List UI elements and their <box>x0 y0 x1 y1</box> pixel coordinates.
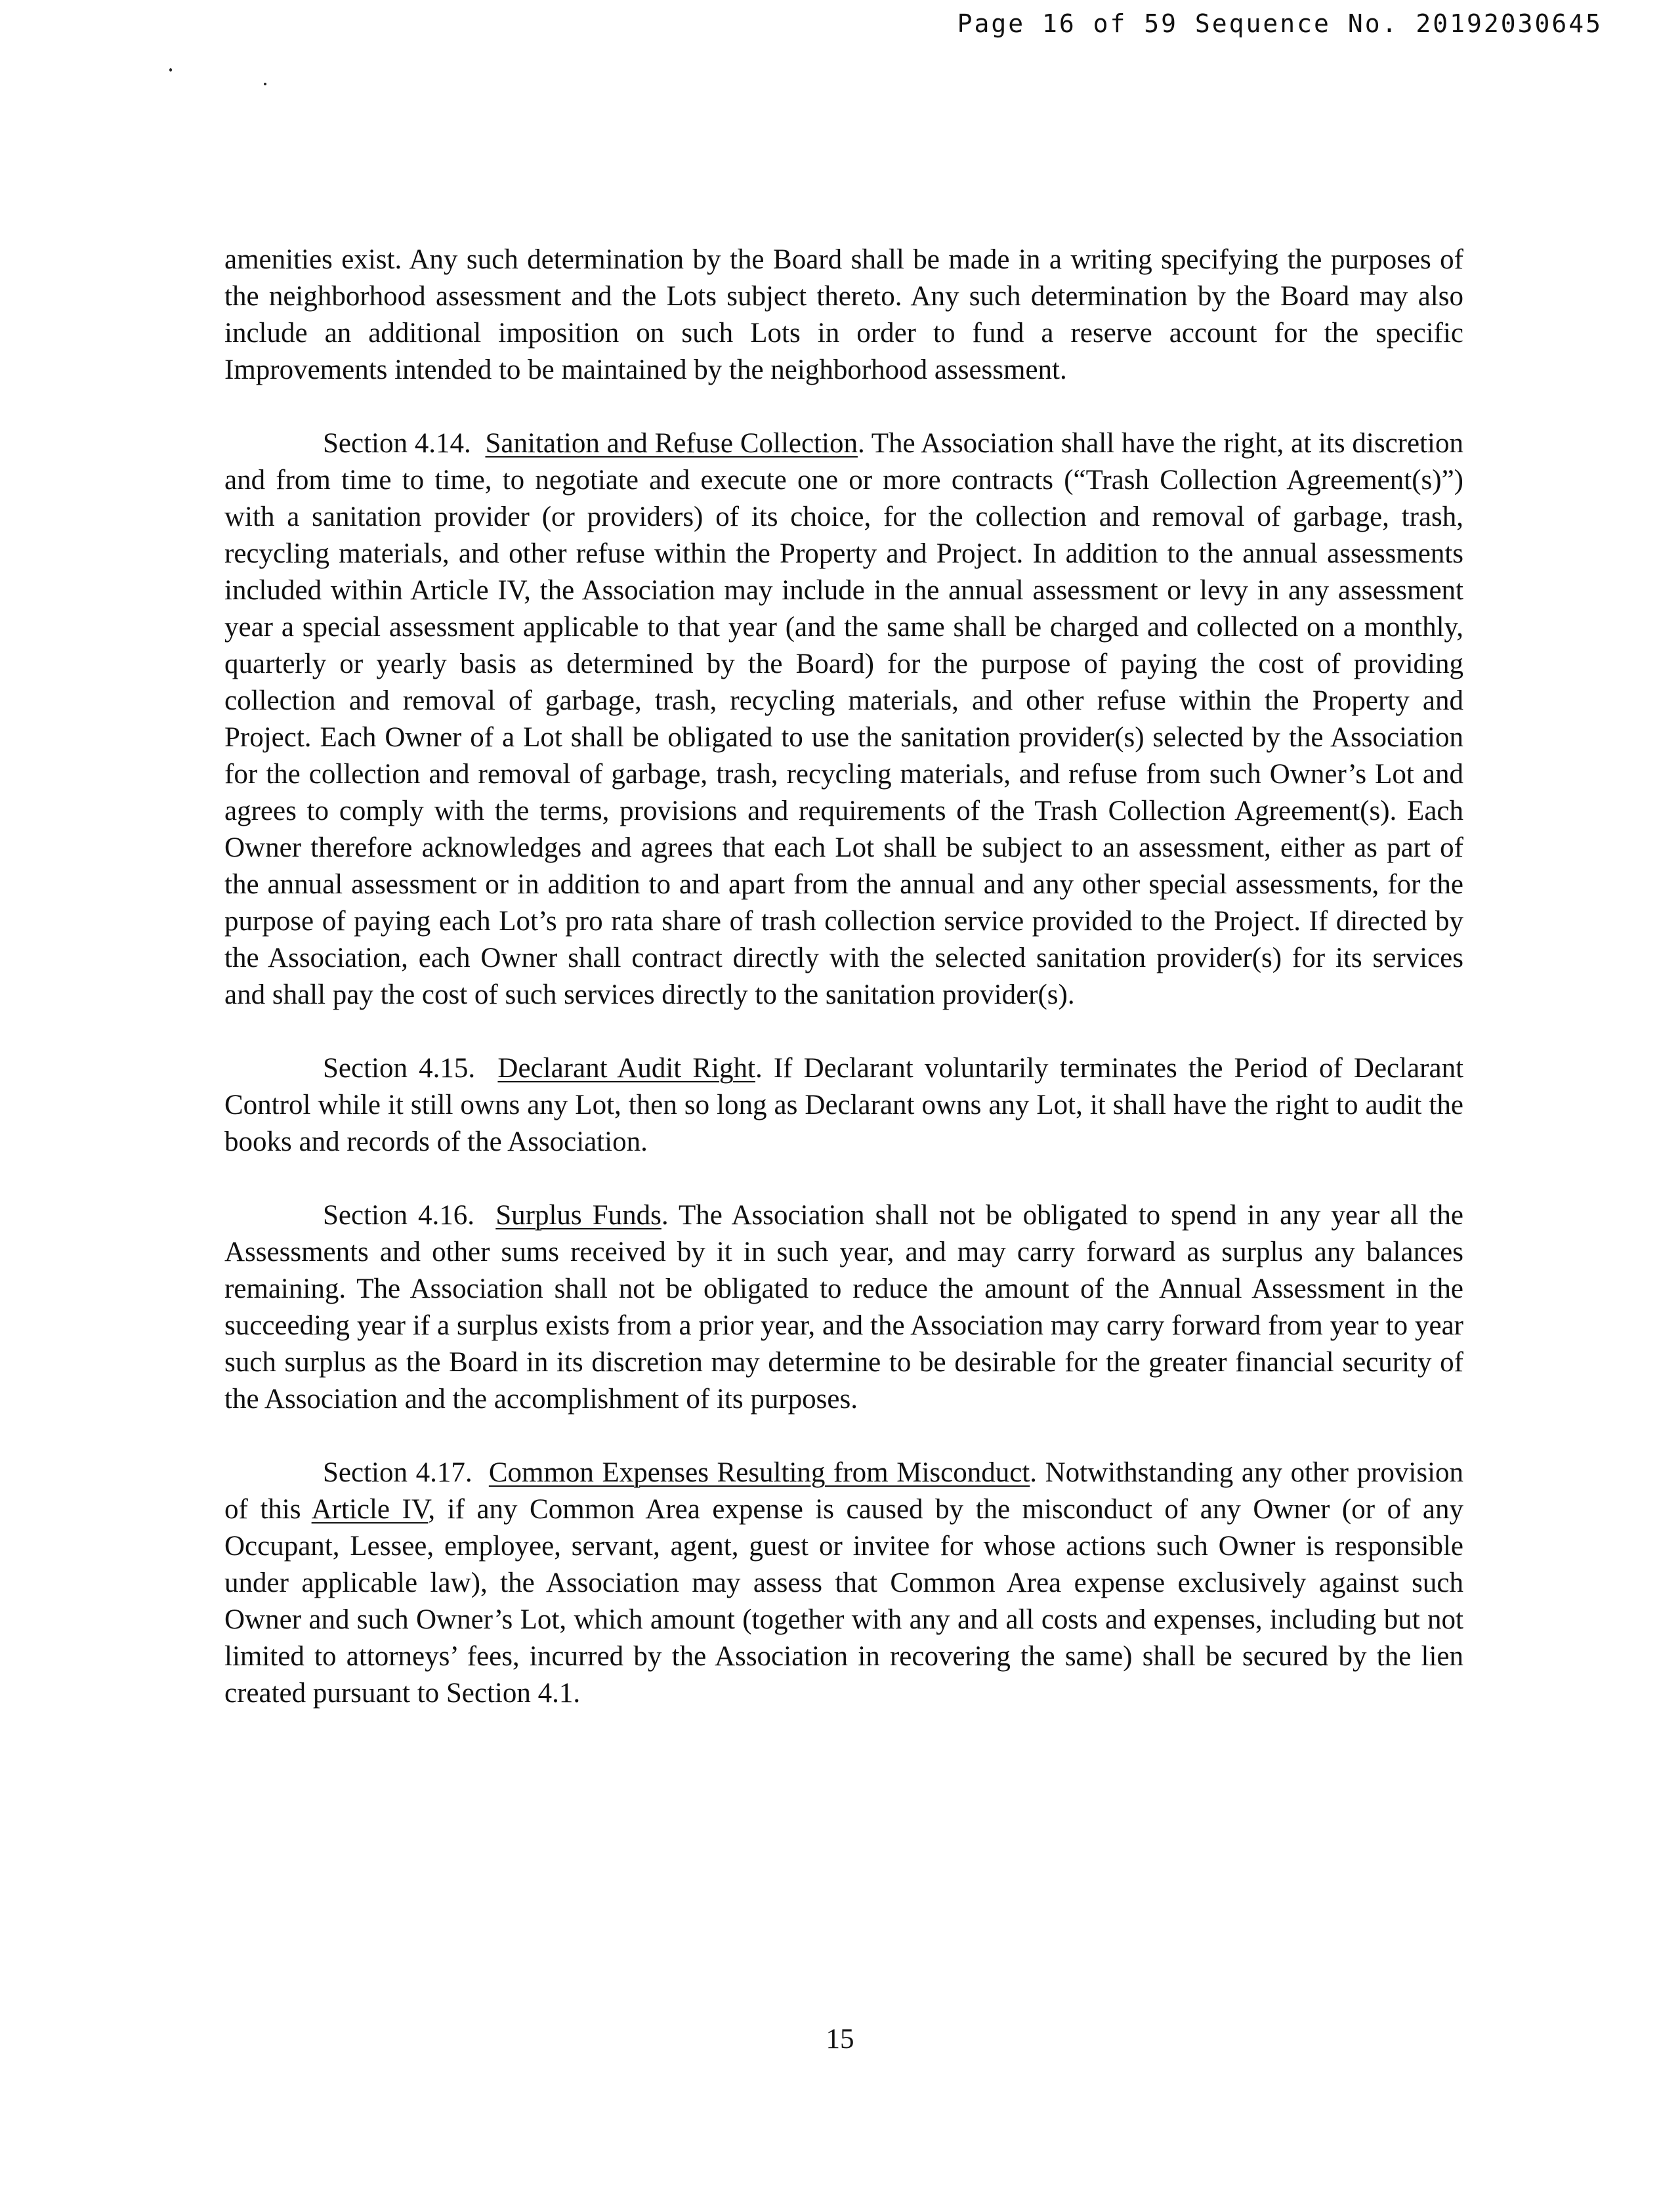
scan-speck <box>169 68 172 72</box>
section-4-17 <box>224 1455 1463 1712</box>
section-body-continued: , if any Common Area expense is caused by the misconduct of any Owner (or of any Occupant, Lessee, employee, servant, agent, guest or invitee for whose actions such Owner is responsible under applicable law), the Association may assess that Common Area expense exclusively against such Owner and such Owner’s Lot, which amount (together with any and all costs and expenses, including but not limited to attorneys’ fees, incurred by the Association in recovering the same) shall be secured by the lien created pursuant to Section 4.1. <box>224 1494 1464 1709</box>
section-title: Surplus Funds <box>495 1200 662 1231</box>
section-number: Section 4.14. <box>323 428 471 459</box>
article-iv-reference: Article IV <box>311 1494 429 1525</box>
section-body: . Notwithstanding any other provision of this <box>224 1457 1464 1525</box>
section-number: Section 4.15. <box>323 1053 476 1084</box>
page-sequence-header: Page 16 of 59 Sequence No. 20192030645 <box>957 9 1603 38</box>
scan-speck <box>264 83 266 85</box>
section-body: . The Association shall have the right, at its discretion and from time to time, to negotiate and execute one or more contracts (“Trash Collection Agreement(s)”) with a sanitation provider (or providers) of its choice, for the collection and removal of garbage, trash, recycling materials, and other refuse within the Property and Project. In addition to the annual assessments included within Article IV, the Association may include in the annual assessment or levy in any assessment year a special assessment applicable to that year (and the same shall be charged and collected on a monthly, quarterly or yearly basis as determined by the Board) for the purpose of paying the cost of providing collection and removal of garbage, trash, recycling materials, and other refuse within the Property and Project. Each Owner of a Lot shall be obligated to use the sanitation provider(s) selected by the Association for the collection and removal of garbage, trash, recycling materials, and refuse from such Owner’s Lot and agrees to comply with the terms, provisions and requirements of the Trash Collection Agreement(s). Each Owner therefore acknowledges and agrees that each Lot shall be subject to an assessment, either as part of the annual assessment or in addition to and apart from the annual and any other special assessments, for the purpose of paying each Lot’s pro rata share of trash collection service provided to the Project. If directed by the Association, each Owner shall contract directly with the selected sanitation provider(s) for its services and shall pay the cost of such services directly to the sanitation provider(s). <box>224 428 1463 1010</box>
section-title: Declarant Audit Right <box>497 1053 755 1084</box>
document-body <box>224 242 1463 1749</box>
section-body: . If Declarant voluntarily terminates the Period of Declarant Control while it still owns any Lot, then so long as Declarant owns any Lot, it shall have the right to audit the books and records of the Association. <box>224 1053 1464 1157</box>
section-title: Common Expenses Resulting from Misconduct <box>488 1457 1030 1488</box>
section-4-16 <box>224 1197 1463 1418</box>
section-number: Section 4.16. <box>323 1200 475 1231</box>
section-number: Section 4.17. <box>323 1457 472 1488</box>
page-number: 15 <box>826 2024 854 2055</box>
section-title: Sanitation and Refuse Collection <box>485 428 858 459</box>
section-4-14 <box>224 425 1463 1013</box>
section-body: . The Association shall not be obligated to spend in any year all the Assessments and other sums received by it in such year, and may carry forward as surplus any balances remaining. The Association shall not be obligated to reduce the amount of the Annual Assessment in the succeeding year if a surplus exists from a prior year, and the Association may carry forward from year to year such surplus as the Board in its discretion may determine to be desirable for the greater financial security of the Association and the accomplishment of its purposes. <box>224 1200 1463 1415</box>
section-4-15 <box>224 1050 1463 1161</box>
intro-paragraph: amenities exist. Any such determination by the Board shall be made in a writing specifying the purposes of the neighborhood assessment and the Lots subject thereto. Any such determination by the Board may also include an additional imposition on such Lots in order to fund a reserve account for the specific Improvements intended to be maintained by the neighborhood assessment. <box>224 244 1463 385</box>
